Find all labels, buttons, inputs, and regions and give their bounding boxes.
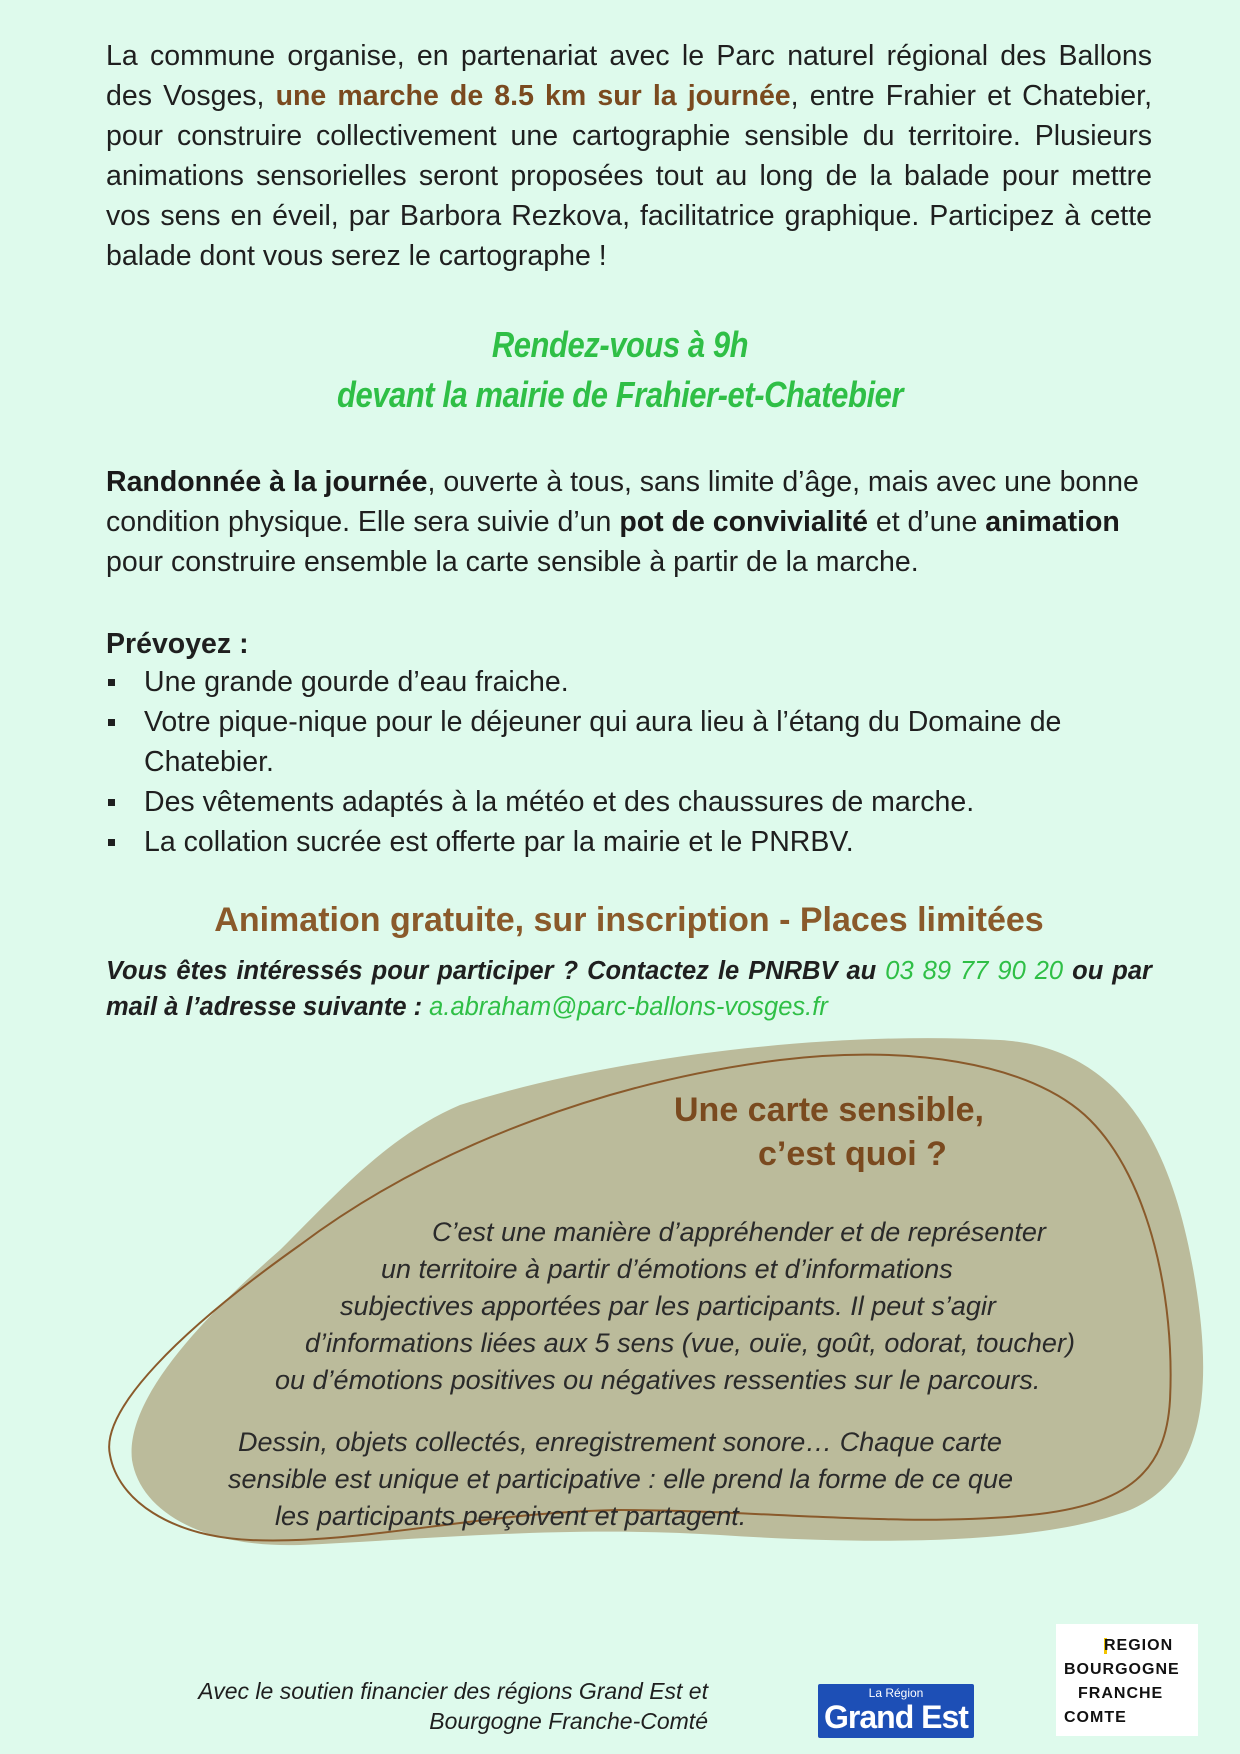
carte-title-line-1: Une carte sensible, bbox=[674, 1091, 984, 1129]
bfc-logo-line: FRANCHE bbox=[1078, 1685, 1164, 1702]
randonnee-bold-3: animation bbox=[985, 506, 1120, 538]
list-item-text: La collation sucrée est offerte par la mairie et le PNRBV. bbox=[144, 826, 854, 858]
carte-para1-line: subjectives apportées par les participants. Il peut s’agir bbox=[340, 1291, 996, 1321]
carte-para1-line: d’informations liées aux 5 sens (vue, ouïe, goût, odorat, toucher) bbox=[305, 1328, 1075, 1358]
list-item-text: Votre pique-nique pour le déjeuner qui aura lieu à l’étang du Domaine de Chatebier. bbox=[144, 706, 1062, 778]
list-item bbox=[106, 782, 1166, 822]
randonnee-text-1: , ouverte à tous, sans limite d’âge, mais avec une bonne condition physique. Elle sera suivie d’un bbox=[106, 466, 1139, 538]
rendezvous-line-2: devant la mairie de Frahier-et-Chatebier bbox=[336, 374, 904, 415]
randonnee-text-2: et d’une bbox=[867, 506, 986, 538]
carte-para1-line: un territoire à partir d’émotions et d’informations bbox=[381, 1254, 953, 1284]
prevoyez-title: Prévoyez : bbox=[106, 628, 249, 660]
contact-text-2: ou par mail à l’adresse suivante : bbox=[106, 957, 1152, 1021]
intro-paragraph bbox=[106, 36, 1152, 276]
intro-text-1: La commune organise, en partenariat avec le Parc naturel régional des Ballons des Vosges, bbox=[106, 40, 1152, 112]
email-link[interactable]: a.abraham@parc-ballons-vosges.fr bbox=[429, 993, 828, 1021]
gratuit-heading: Animation gratuite, sur inscription - Places limitées bbox=[214, 901, 1044, 939]
grand-est-logo-big: Grand Est bbox=[824, 1699, 968, 1735]
carte-para2-line: sensible est unique et participative : elle prend la forme de ce que bbox=[228, 1464, 1013, 1494]
randonnee-bold-2: pot de convivialité bbox=[619, 506, 868, 538]
grand-est-logo bbox=[818, 1684, 974, 1738]
prevoyez-list bbox=[106, 662, 1166, 862]
bourgogne-franche-comte-logo bbox=[1056, 1624, 1198, 1736]
carte-para2-line: Dessin, objets collectés, enregistrement sonore… Chaque carte bbox=[238, 1427, 1002, 1457]
carte-para2-line: les participants perçoivent et partagent. bbox=[275, 1501, 747, 1531]
support-line-1: Avec le soutien financier des régions Grand Est et bbox=[198, 1678, 708, 1704]
randonnee-bold-1: Randonnée à la journée bbox=[106, 466, 428, 498]
support-credit bbox=[150, 1676, 708, 1736]
carte-title-line-2: c’est quoi ? bbox=[758, 1135, 947, 1173]
square-bullet-icon bbox=[108, 839, 115, 846]
list-item bbox=[106, 702, 1166, 782]
bfc-logo-line: BOURGOGNE bbox=[1064, 1661, 1180, 1678]
bfc-logo-line: REGION bbox=[1104, 1637, 1174, 1654]
support-line-2: Bourgogne Franche-Comté bbox=[429, 1708, 708, 1734]
square-bullet-icon bbox=[108, 679, 115, 686]
carte-para1-line: C’est une manière d’appréhender et de représenter bbox=[432, 1217, 1046, 1247]
randonnee-paragraph bbox=[106, 462, 1166, 582]
grand-est-logo-small: La Région bbox=[868, 1686, 924, 1700]
intro-highlight: une marche de 8.5 km sur la journée bbox=[275, 80, 791, 112]
phone-link[interactable]: 03 89 77 90 20 bbox=[885, 957, 1064, 985]
contact-text-1: Vous êtes intéressés pour participer ? Contactez le PNRBV au bbox=[106, 957, 886, 985]
list-item bbox=[106, 662, 1166, 702]
rendezvous-line-1: Rendez-vous à 9h bbox=[491, 324, 749, 365]
list-item-text: Des vêtements adaptés à la météo et des chaussures de marche. bbox=[144, 786, 975, 818]
rendezvous-heading bbox=[0, 320, 1240, 420]
list-item bbox=[106, 822, 1166, 862]
carte-title bbox=[640, 1088, 1040, 1176]
carte-para1-line: ou d’émotions positives ou négatives ressenties sur le parcours. bbox=[275, 1365, 1041, 1395]
square-bullet-icon bbox=[108, 719, 115, 726]
bfc-logo-line: COMTE bbox=[1064, 1709, 1127, 1726]
contact-paragraph bbox=[106, 953, 1152, 1025]
list-item-text: Une grande gourde d’eau fraiche. bbox=[144, 666, 569, 698]
square-bullet-icon bbox=[108, 799, 115, 806]
randonnee-text-3: pour construire ensemble la carte sensible à partir de la marche. bbox=[106, 546, 919, 578]
intro-text-2: , entre Frahier et Chatebier, pour construire collectivement une cartographie sensible du territoire. Plusieurs animations sensorielles seront proposées tout au long de la balade pour mettre vos sens en éveil, par Barbora Rezkova, facilitatrice graphique. Participez à cette balade dont vous serez le cartographe ! bbox=[106, 80, 1152, 272]
